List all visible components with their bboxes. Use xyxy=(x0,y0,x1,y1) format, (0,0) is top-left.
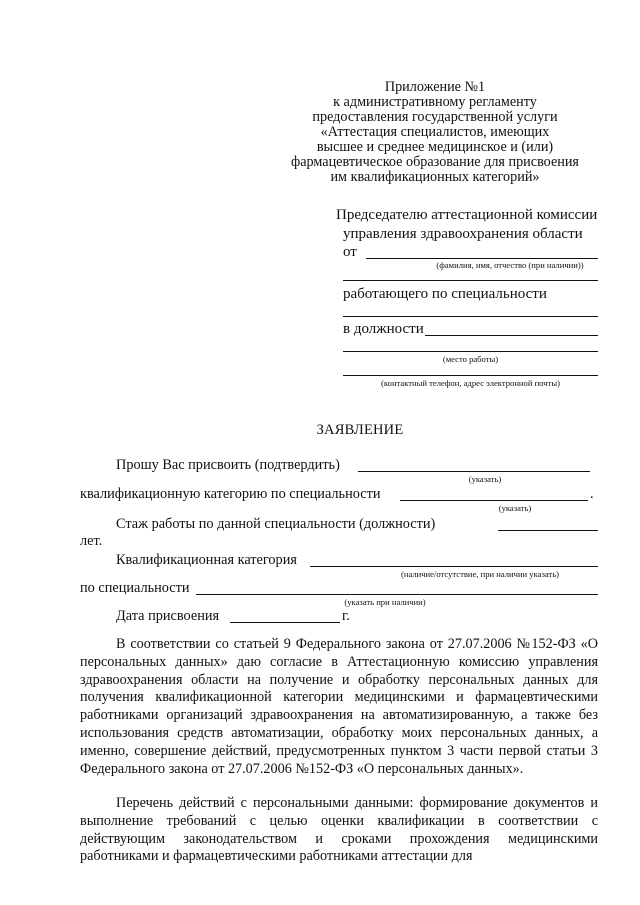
appendix-line: «Аттестация специалистов, имеющих xyxy=(320,124,550,140)
qualification-field[interactable] xyxy=(310,566,598,567)
category-field[interactable] xyxy=(400,500,588,501)
request-label: Прошу Вас присвоить (подтвердить) xyxy=(116,457,340,473)
consent-text: В соответствии со статьей 9 Федерального закона от 27.07.2006 №152-ФЗ «О персональных данных» даю согласие в Аттестационную комиссию управления здравоохранения области на получение и обработку персональных данных для получения квалификационной категории медицинскими и фармацевтическими работниками организаций здравоохранения на автоматизированную, а также без использования средств автоматизации, обработку моих персональных данных, а именно, совершение действий, предусмотренных пунктом 3 части первой статьи 3 Федерального закона от 27.07.2006 №152-ФЗ «О персональных данных». xyxy=(80,636,598,777)
workplace-field[interactable] xyxy=(343,351,598,352)
workplace-caption: (место работы) xyxy=(442,354,499,364)
by-specialty-label: по специальности xyxy=(80,580,190,596)
appendix-line: фармацевтическое образование для присвоения xyxy=(291,154,579,170)
request-field[interactable] xyxy=(358,471,590,472)
experience-label: Стаж работы по данной специальности (должности) xyxy=(116,516,436,532)
date-label: Дата присвоения xyxy=(116,608,220,624)
position-label: в должности xyxy=(343,321,424,337)
from-name-field-2[interactable] xyxy=(343,280,598,281)
specify-caption-2: (указать) xyxy=(498,503,532,513)
from-name-field[interactable] xyxy=(366,258,598,259)
specialty-field[interactable] xyxy=(343,316,598,317)
category-label: квалификационную категорию по специальности xyxy=(80,486,381,502)
contact-field[interactable] xyxy=(343,375,598,376)
qualification-label: Квалификационная категория xyxy=(116,552,297,568)
actions-paragraph xyxy=(80,795,598,866)
by-specialty-caption: (указать при наличии) xyxy=(344,597,426,607)
specialty-label: работающего по специальности xyxy=(343,286,547,302)
actions-text: Перечень действий с персональными данными: формирование документов и выполнение требований с целью оценки квалификации в соответствии с действующим законодательством и сроками прохождения медицинскими работниками и фармацевтическими работниками аттестации для xyxy=(80,795,598,865)
date-suffix: г. xyxy=(342,608,350,624)
specify-caption: (указать) xyxy=(468,474,502,484)
appendix-header xyxy=(250,80,620,185)
category-end: . xyxy=(590,486,594,502)
addressee-line-1: Председателю аттестационной комиссии xyxy=(336,207,598,223)
consent-paragraph xyxy=(80,636,598,778)
experience-field[interactable] xyxy=(498,530,598,531)
appendix-line: к административному регламенту xyxy=(333,94,537,110)
addressee-line-2: управления здравоохранения области xyxy=(343,226,583,242)
position-field[interactable] xyxy=(425,335,598,336)
by-specialty-field[interactable] xyxy=(196,594,598,595)
from-caption: (фамилия, имя, отчество (при наличии)) xyxy=(436,260,584,270)
contact-caption: (контактный телефон, адрес электронной почты) xyxy=(381,378,560,388)
date-field[interactable] xyxy=(230,622,340,623)
qualification-caption: (наличие/отсутствие, при наличии указать) xyxy=(401,569,559,579)
from-label: от xyxy=(343,244,357,260)
years-label: лет. xyxy=(80,533,103,549)
appendix-line: им квалификационных категорий» xyxy=(330,169,540,185)
appendix-line: предоставления государственной услуги xyxy=(312,109,558,125)
appendix-line: Приложение №1 xyxy=(384,79,486,95)
document-title: ЗАЯВЛЕНИЕ xyxy=(316,422,404,438)
appendix-line: высшее и среднее медицинское и (или) xyxy=(316,139,554,155)
